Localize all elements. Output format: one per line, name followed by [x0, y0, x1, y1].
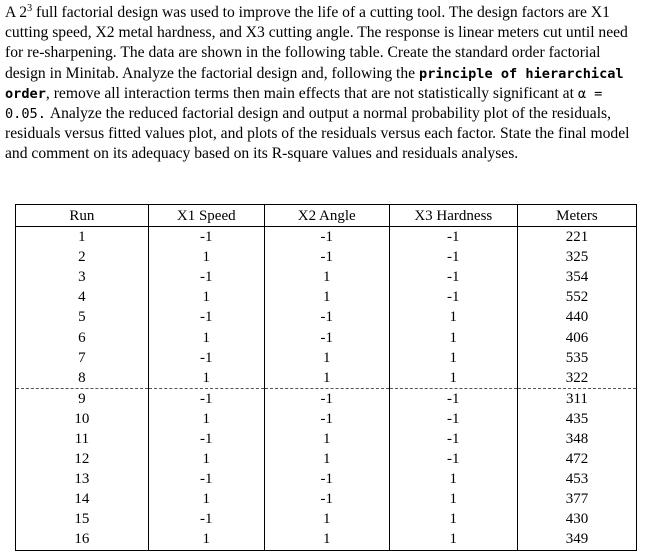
problem-bold-phrase: principle of hierarchical order — [5, 65, 624, 102]
cell-run: 9 — [16, 388, 149, 409]
problem-text-part4: Analyze the reduced factorial design and output a normal probability plot of the residuals, residuals versus fitted values plot, and plots of the residuals versus each factor. State the final model and comment on its adequacy based on its R-square values and residuals analyses. — [5, 105, 630, 163]
cell-speed: 1 — [148, 489, 264, 509]
cell-hardness: -1 — [389, 409, 517, 429]
header-meters: Meters — [517, 205, 636, 227]
table-row — [16, 469, 637, 489]
cell-speed: -1 — [148, 307, 264, 327]
cell-meters: 221 — [517, 227, 636, 248]
cell-speed: -1 — [148, 509, 264, 529]
cell-angle: 1 — [264, 529, 389, 550]
cell-meters: 354 — [517, 267, 636, 287]
cell-angle: -1 — [264, 409, 389, 429]
cell-angle: 1 — [264, 287, 389, 307]
header-angle: X2 Angle — [264, 205, 389, 227]
cell-angle: -1 — [264, 489, 389, 509]
header-speed: X1 Speed — [148, 205, 264, 227]
table-row — [16, 449, 637, 469]
cell-angle: -1 — [264, 327, 389, 347]
table-header-row — [16, 205, 637, 227]
cell-hardness: 1 — [389, 368, 517, 389]
cell-hardness: 1 — [389, 348, 517, 368]
cell-meters: 453 — [517, 469, 636, 489]
table-row — [16, 429, 637, 449]
cell-meters: 430 — [517, 509, 636, 529]
cell-angle: -1 — [264, 247, 389, 267]
cell-speed: 1 — [148, 368, 264, 389]
cell-run: 13 — [16, 469, 149, 489]
cell-speed: -1 — [148, 348, 264, 368]
cell-speed: 1 — [148, 529, 264, 550]
cell-meters: 406 — [517, 327, 636, 347]
cell-speed: -1 — [148, 429, 264, 449]
cell-meters: 322 — [517, 368, 636, 389]
table-row — [16, 348, 637, 368]
cell-hardness: 1 — [389, 307, 517, 327]
cell-angle: -1 — [264, 469, 389, 489]
cell-hardness: -1 — [389, 388, 517, 409]
cell-hardness: 1 — [389, 529, 517, 550]
problem-alpha: α = 0.05. — [5, 85, 603, 123]
cell-meters: 377 — [517, 489, 636, 509]
cell-speed: -1 — [148, 469, 264, 489]
cell-meters: 311 — [517, 388, 636, 409]
cell-angle: 1 — [264, 429, 389, 449]
cell-run: 5 — [16, 307, 149, 327]
header-run: Run — [16, 205, 149, 227]
problem-text-part2: full factorial design was used to improve the life of a cutting tool. The design factors are X1 cutting speed, X2 metal hardness, and X3 cutting angle. The response is linear meters cut until need for re-sharpening. The data are shown in the following table. Create the standard order factorial design in Minitab. Analyze the factorial design and, following the — [5, 4, 628, 82]
table-row — [16, 267, 637, 287]
cell-meters: 435 — [517, 409, 636, 429]
cell-meters: 349 — [517, 529, 636, 550]
cell-meters: 348 — [517, 429, 636, 449]
cell-hardness: 1 — [389, 489, 517, 509]
cell-speed: 1 — [148, 247, 264, 267]
cell-angle: 1 — [264, 267, 389, 287]
problem-text-part1: A 2 — [5, 4, 28, 21]
cell-run: 15 — [16, 509, 149, 529]
header-hardness: X3 Hardness — [389, 205, 517, 227]
cell-run: 4 — [16, 287, 149, 307]
cell-run: 6 — [16, 327, 149, 347]
cell-hardness: 1 — [389, 509, 517, 529]
cell-angle: -1 — [264, 388, 389, 409]
cell-speed: 1 — [148, 327, 264, 347]
cell-speed: -1 — [148, 267, 264, 287]
cell-run: 11 — [16, 429, 149, 449]
cell-run: 1 — [16, 227, 149, 248]
cell-speed: 1 — [148, 287, 264, 307]
cell-run: 2 — [16, 247, 149, 267]
cell-run: 12 — [16, 449, 149, 469]
cell-angle: -1 — [264, 227, 389, 248]
table-row — [16, 307, 637, 327]
cell-angle: 1 — [264, 509, 389, 529]
problem-exponent: 3 — [27, 3, 33, 14]
cell-hardness: -1 — [389, 449, 517, 469]
problem-statement — [5, 3, 645, 165]
cell-meters: 472 — [517, 449, 636, 469]
cell-hardness: -1 — [389, 247, 517, 267]
table-row — [16, 327, 637, 347]
cell-hardness: -1 — [389, 429, 517, 449]
cell-hardness: -1 — [389, 227, 517, 248]
cell-speed: 1 — [148, 409, 264, 429]
cell-run: 16 — [16, 529, 149, 550]
table-row — [16, 287, 637, 307]
table-row — [16, 509, 637, 529]
cell-angle: 1 — [264, 368, 389, 389]
table-body — [16, 227, 637, 551]
table-row — [16, 368, 637, 389]
cell-run: 3 — [16, 267, 149, 287]
table-row — [16, 388, 637, 409]
cell-run: 14 — [16, 489, 149, 509]
cell-angle: -1 — [264, 307, 389, 327]
cell-hardness: 1 — [389, 327, 517, 347]
table-row — [16, 489, 637, 509]
cell-meters: 440 — [517, 307, 636, 327]
cell-hardness: -1 — [389, 287, 517, 307]
cell-meters: 535 — [517, 348, 636, 368]
cell-speed: -1 — [148, 388, 264, 409]
cell-angle: 1 — [264, 449, 389, 469]
table-row — [16, 409, 637, 429]
table-row — [16, 247, 637, 267]
cell-hardness: -1 — [389, 267, 517, 287]
table-row — [16, 529, 637, 550]
cell-meters: 552 — [517, 287, 636, 307]
table-row — [16, 227, 637, 248]
cell-meters: 325 — [517, 247, 636, 267]
cell-speed: -1 — [148, 227, 264, 248]
cell-run: 8 — [16, 368, 149, 389]
cell-hardness: 1 — [389, 469, 517, 489]
cell-run: 10 — [16, 409, 149, 429]
cell-angle: 1 — [264, 348, 389, 368]
cell-run: 7 — [16, 348, 149, 368]
problem-text-part3: , remove all interaction terms then main effects that are not statistically significant at — [45, 84, 578, 102]
factorial-data-table — [15, 204, 637, 551]
cell-speed: 1 — [148, 449, 264, 469]
